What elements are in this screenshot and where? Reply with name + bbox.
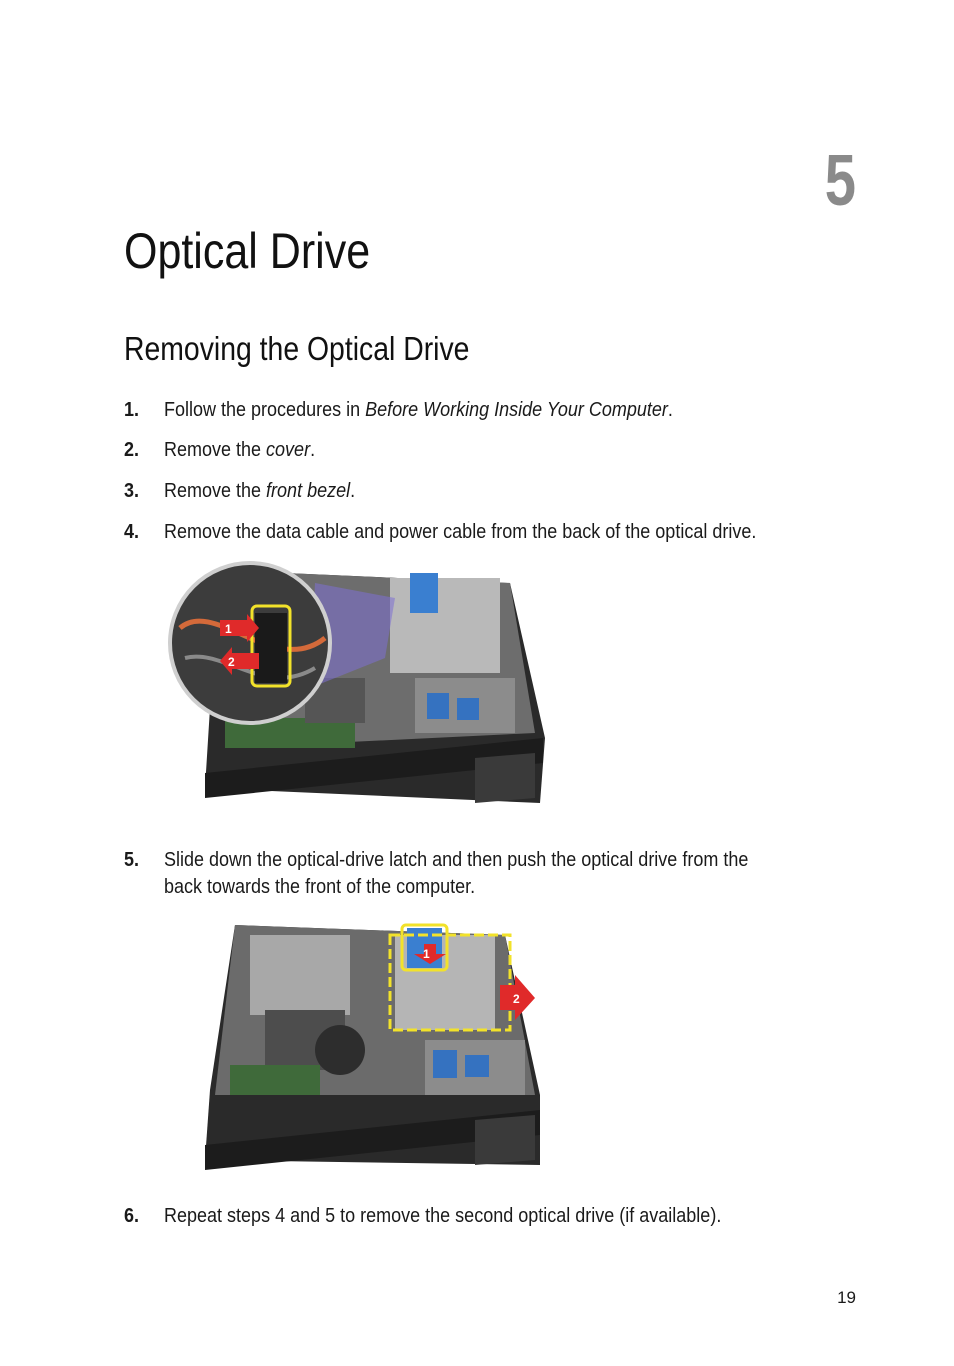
step-4 xyxy=(124,519,864,546)
callout-1: 1 xyxy=(225,622,232,636)
callout-1: 1 xyxy=(423,947,430,961)
step-number: 3. xyxy=(124,480,140,502)
step-2 xyxy=(124,437,864,464)
step-text: Remove the data cable and power cable from the back of the optical drive. xyxy=(164,521,757,543)
step-number: 1. xyxy=(124,399,140,421)
cross-reference-link[interactable]: Before Working Inside Your Computer xyxy=(365,399,668,421)
callout-2: 2 xyxy=(513,992,520,1006)
step-number: 6. xyxy=(124,1205,140,1227)
step-text: Remove the front bezel. xyxy=(164,480,356,502)
step-3 xyxy=(124,478,864,505)
page-number: 19 xyxy=(837,1288,856,1307)
callout-2: 2 xyxy=(228,655,235,669)
section-title: Removing the Optical Drive xyxy=(124,330,470,367)
step-text: Remove the cover. xyxy=(164,439,316,461)
step-text: Follow the procedures in Before Working Inside Your Computer. xyxy=(164,399,673,421)
step-text: Repeat steps 4 and 5 to remove the second optical drive (if available). xyxy=(164,1205,722,1227)
step-5 xyxy=(124,847,864,901)
step-number: 5. xyxy=(124,849,140,871)
cross-reference-link[interactable]: cover xyxy=(266,439,311,461)
step-6 xyxy=(124,1203,864,1230)
step-1 xyxy=(124,397,864,424)
chapter-title: Optical Drive xyxy=(124,223,371,279)
step-number: 2. xyxy=(124,439,140,461)
chapter-number: 5 xyxy=(824,141,856,221)
optical-drive-cables-illustration xyxy=(165,558,550,828)
optical-drive-latch-illustration xyxy=(195,920,545,1185)
step-text: Slide down the optical-drive latch and then push the optical drive from the back towards the front of the computer. xyxy=(164,849,749,898)
step-number: 4. xyxy=(124,521,140,543)
cross-reference-link[interactable]: front bezel xyxy=(266,480,351,502)
